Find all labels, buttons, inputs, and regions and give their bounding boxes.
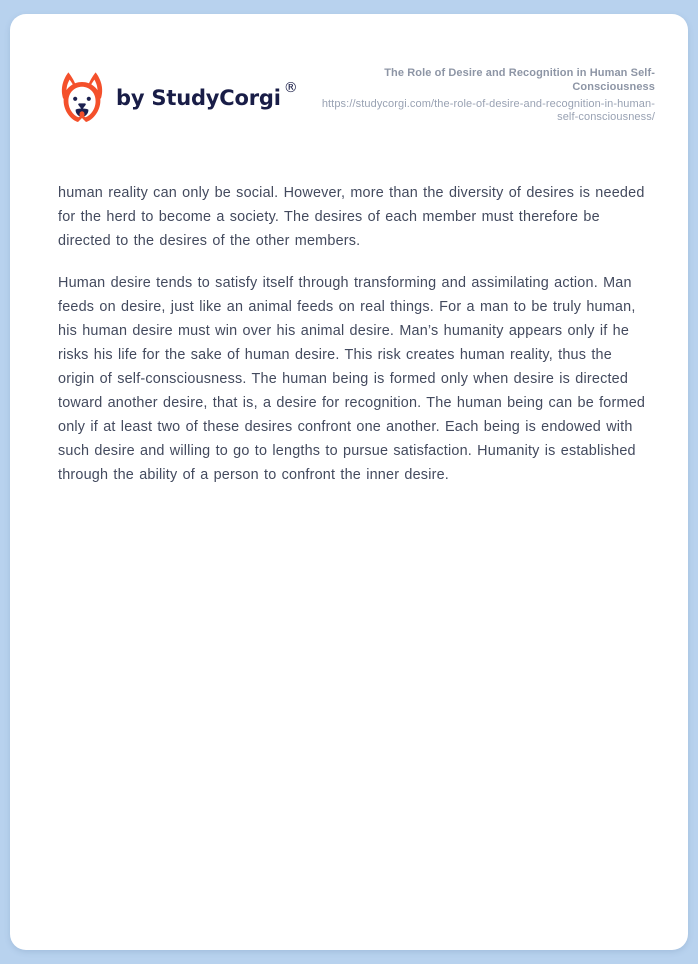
brand-name: by StudyCorgi [116, 86, 281, 110]
studycorgi-logo [58, 69, 298, 127]
document-info [310, 66, 655, 124]
paragraph-1: human reality can only be social. However, more than the diversity of desires is needed for the herd to become a society. The desires of each member must therefore be directed to the desires of the other members. [58, 185, 645, 249]
article-body [58, 181, 652, 505]
document-title: The Role of Desire and Recognition in Human Self-Consciousness [384, 67, 655, 93]
registered-trademark-symbol: ® [283, 80, 298, 96]
paragraph-2: Human desire tends to satisfy itself through transforming and assimilating action. Man feeds on desire, just like an animal feeds on real things. For a man to be truly human, his human desire must win over his animal desire. Man’s humanity appears only if he risks his life for the sake of human desire. This risk creates human reality, thus the origin of self-consciousness. The human being is formed only when desire is directed toward another desire, that is, a desire for recognition. The human being can be formed only if at least two of these desires confront one another. Each being is endowed with such desire and willing to go to lengths to pursue satisfaction. Humanity is established through the ability of a person to confront the inner desire. [58, 275, 646, 483]
document-url: https://studycorgi.com/the-role-of-desire-and-recognition-in-human-self-consciousness/ [321, 98, 655, 123]
document-card [10, 14, 688, 950]
corgi-icon [58, 69, 106, 127]
